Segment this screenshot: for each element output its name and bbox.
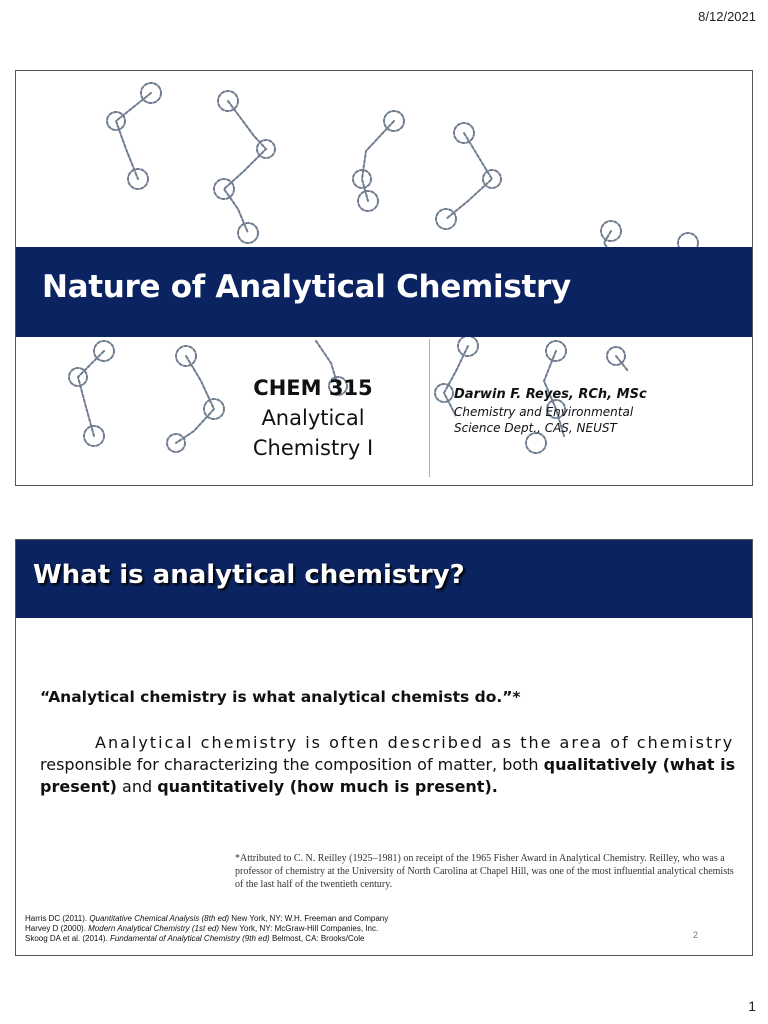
- reference-item: Harris DC (2011). Quantitative Chemical Analysis (8th ed) New York, NY: W.H. Freeman and Company: [25, 914, 389, 923]
- title-banner: [16, 247, 752, 337]
- affiliation-line2: Science Dept., CAS, NEUST: [454, 421, 617, 435]
- course-block: [231, 373, 395, 463]
- slide-number: 2: [692, 930, 698, 940]
- definition-part1: Analytical chemistry is often described as the area of chemistry: [95, 733, 735, 752]
- page-number: 1: [748, 998, 756, 1014]
- course-name-line2: Chemistry I: [252, 436, 374, 460]
- definition-part2: responsible for characterizing the composition of matter, both: [40, 755, 544, 774]
- author-block: [454, 387, 694, 436]
- reference-item: Harvey D (2000). Modern Analytical Chemistry (1st ed) New York, NY: McGraw-Hill Companies, Inc.: [25, 924, 379, 933]
- definition-qualitative: qualitatively (what is present): [40, 755, 736, 796]
- page-date: 8/12/2021: [698, 9, 756, 24]
- affiliation-line1: Chemistry and Environmental: [454, 405, 634, 419]
- title-slide: [15, 70, 753, 486]
- reilley-quote: “Analytical chemistry is what analytical chemists do.”*: [40, 688, 521, 706]
- definition-quantitative: quantitatively (how much is present).: [157, 777, 498, 796]
- definition-part3: and: [116, 777, 158, 796]
- footnote: *Attributed to C. N. Reilley (1925–1981) on receipt of the 1965 Fisher Award in Analytical Chemistry. Reilley, who was a professor of chemistry at the University of North Carolina at Chapel Hill, was one of the most influential analytical chemists of the last half of the twentieth century.: [235, 853, 734, 890]
- slide-header: [16, 540, 752, 618]
- vertical-divider: [429, 339, 430, 477]
- author-name: Darwin F. Reyes, RCh, MSc: [454, 387, 647, 402]
- content-slide: [15, 539, 753, 956]
- reference-item: Skoog DA et al. (2014). Fundamental of Analytical Chemistry (9th ed) Belmost, CA: Brooks/Cole: [25, 934, 365, 943]
- course-name-line1: Analytical: [261, 406, 365, 430]
- course-code: CHEM 315: [253, 376, 373, 400]
- slide-heading: What is analytical chemistry?: [33, 560, 465, 590]
- presentation-title: Nature of Analytical Chemistry: [42, 269, 571, 305]
- references: [25, 914, 505, 944]
- definition-paragraph: [40, 732, 740, 798]
